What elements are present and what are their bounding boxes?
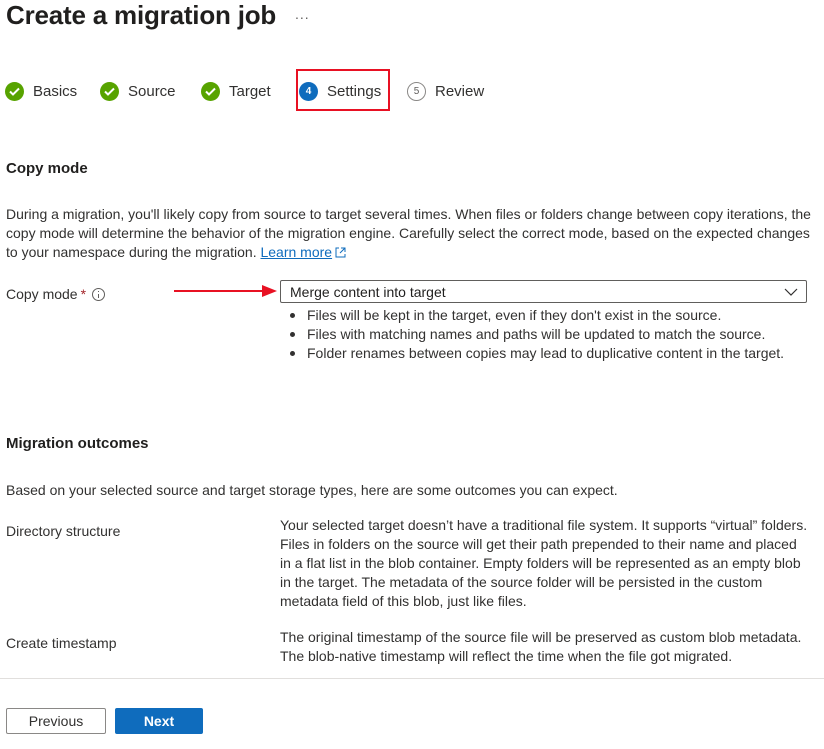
wizard-steps bbox=[5, 80, 565, 102]
page-title: Create a migration job bbox=[6, 0, 277, 30]
step-label: Review bbox=[435, 82, 485, 100]
outcomes-description: Based on your selected source and target storage types, here are some outcomes you can expect. bbox=[6, 482, 618, 498]
copy-mode-dropdown[interactable] bbox=[280, 280, 807, 303]
step-review[interactable] bbox=[407, 80, 484, 102]
settings-highlight-box bbox=[296, 69, 390, 111]
step-number-badge: 4 bbox=[299, 82, 318, 101]
copy-mode-description-text: During a migration, you'll likely copy from source to target several times. When files or folders change between copy iterations, the copy mode will determine the behavior of the migration engine. Carefully select the correct mode, based on the expected changes to your namespace during the migration. bbox=[6, 206, 811, 260]
list-item: Files will be kept in the target, even if they don't exist in the source. bbox=[288, 306, 784, 325]
step-number-badge: 5 bbox=[407, 82, 426, 101]
directory-structure-value: Your selected target doesn’t have a traditional file system. It supports “virtual” folders. Files in folders on the source will get their path prepended to their name and placed in a flat list in the blob container. Empty folders will be represented as an empty blob in the target. The metadata of the source folder will be persisted in the custom metadata field of this blob, just like files. bbox=[280, 517, 808, 609]
step-target[interactable] bbox=[201, 80, 271, 102]
step-label: Settings bbox=[327, 82, 382, 100]
directory-structure-label: Directory structure bbox=[6, 523, 121, 539]
create-timestamp-value: The original timestamp of the source file will be preserved as custom blob metadata. The blob-native timestamp will reflect the time when the file got migrated. bbox=[280, 629, 802, 664]
footer-divider bbox=[0, 678, 824, 679]
list-item: Folder renames between copies may lead to duplicative content in the target. bbox=[288, 344, 784, 363]
copy-mode-selected-value: Merge content into target bbox=[290, 283, 446, 300]
external-link-icon bbox=[335, 247, 346, 258]
step-label: Basics bbox=[33, 82, 78, 100]
step-label: Source bbox=[128, 82, 176, 100]
list-item: Files with matching names and paths will be updated to match the source. bbox=[288, 325, 784, 344]
create-timestamp-label: Create timestamp bbox=[6, 635, 117, 651]
previous-button[interactable]: Previous bbox=[6, 708, 106, 734]
check-icon bbox=[5, 82, 24, 101]
learn-more-link[interactable]: Learn more bbox=[260, 244, 346, 260]
info-icon[interactable] bbox=[92, 288, 105, 301]
more-options-icon[interactable]: ... bbox=[295, 6, 310, 22]
step-basics[interactable] bbox=[5, 80, 77, 102]
step-label: Target bbox=[229, 82, 271, 100]
chevron-down-icon bbox=[784, 285, 798, 299]
copy-mode-heading: Copy mode bbox=[6, 160, 88, 177]
required-indicator: * bbox=[80, 286, 87, 302]
red-arrow-icon bbox=[174, 284, 278, 298]
check-icon bbox=[201, 82, 220, 101]
migration-outcomes-heading: Migration outcomes bbox=[6, 435, 149, 452]
scroll-clip-area bbox=[0, 620, 824, 678]
next-button[interactable]: Next bbox=[115, 708, 203, 734]
step-source[interactable] bbox=[100, 80, 176, 102]
check-icon bbox=[100, 82, 119, 101]
copy-mode-bullets bbox=[288, 306, 784, 363]
copy-mode-label: Copy mode * bbox=[6, 286, 105, 302]
copy-mode-description bbox=[6, 205, 818, 262]
